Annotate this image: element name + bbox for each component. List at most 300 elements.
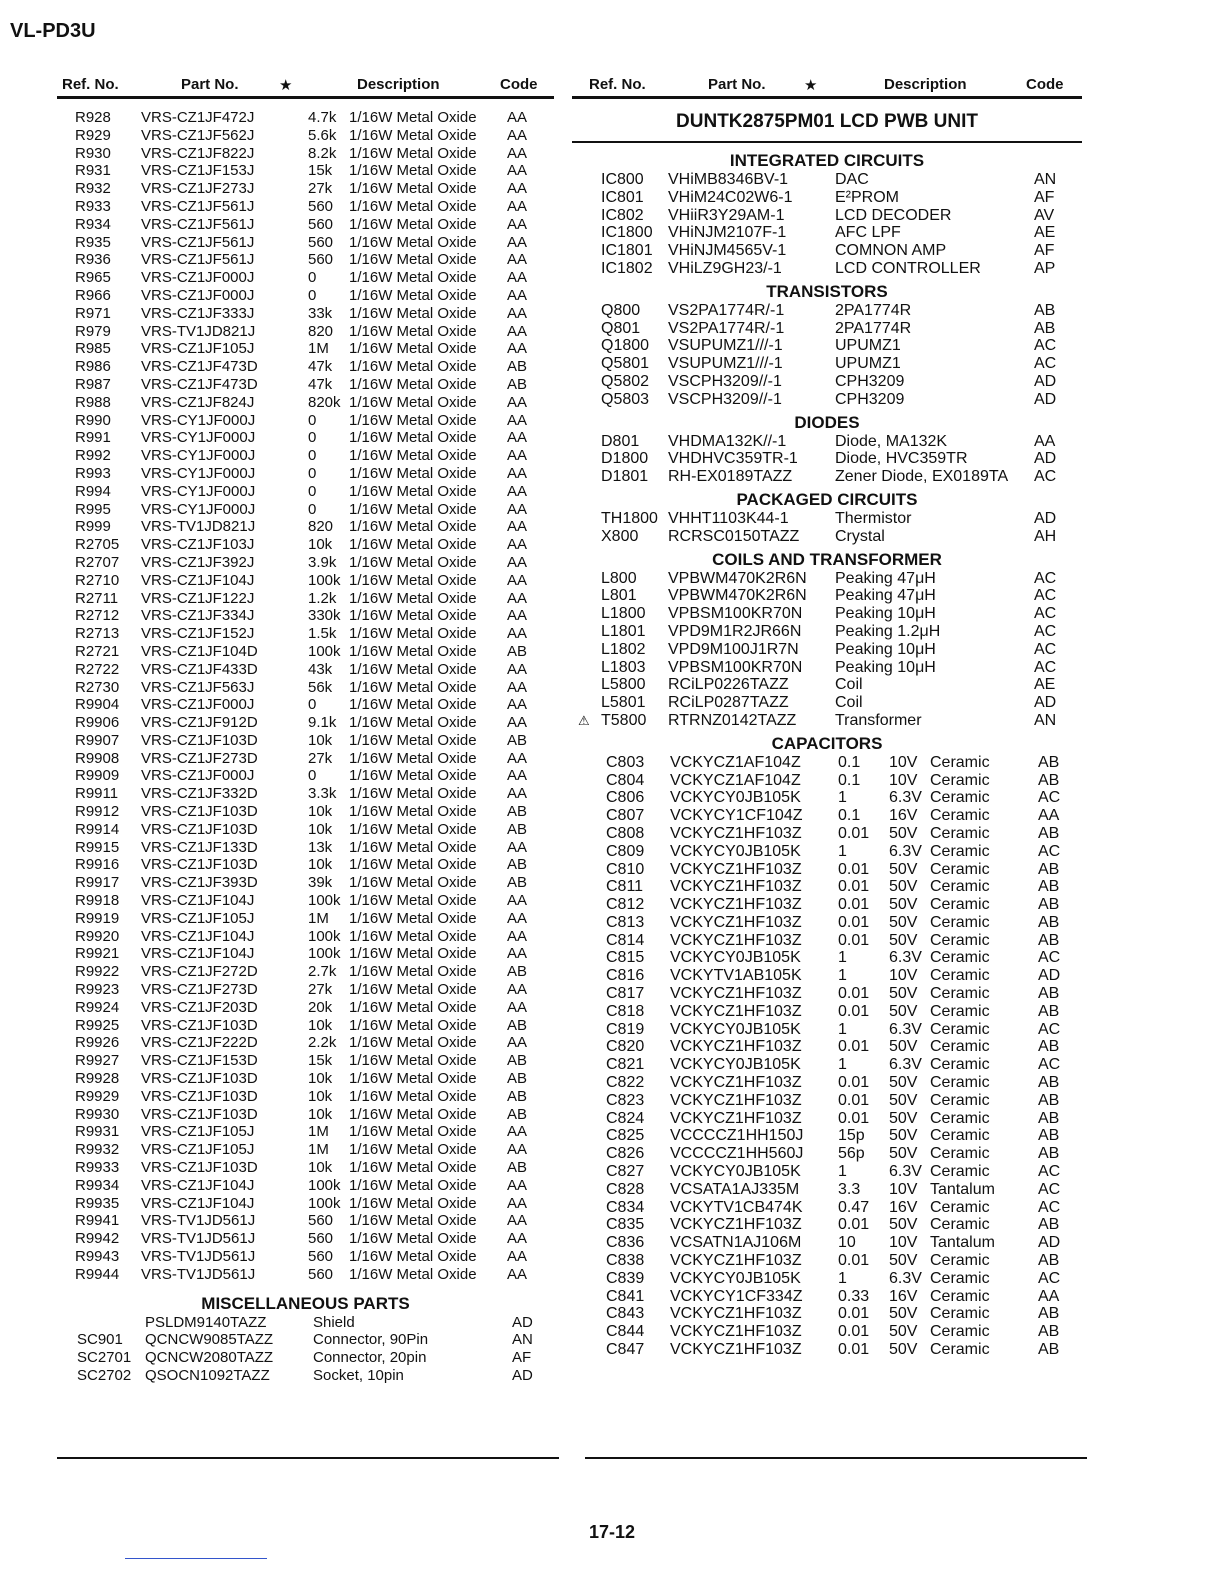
voltage: 10V: [889, 1180, 918, 1198]
value: 10k: [308, 536, 333, 554]
description: 1/16W Metal Oxide: [349, 820, 477, 838]
code: AB: [1038, 1305, 1060, 1323]
part-row: [57, 696, 554, 714]
voltage: 50V: [889, 1002, 918, 1020]
ref-no: C804: [606, 771, 645, 789]
code: AB: [1038, 931, 1060, 949]
code: AD: [1034, 694, 1057, 712]
value: 0: [308, 269, 317, 287]
part-row: [57, 269, 554, 287]
code: AA: [507, 571, 528, 589]
part-no: VRS-CZ1JF433D: [141, 660, 258, 678]
description: Ceramic: [930, 1145, 990, 1163]
value: 8.2k: [308, 144, 337, 162]
part-no: VRS-CY1JF000J: [141, 464, 256, 482]
left-column: [57, 72, 554, 1385]
part-row: [57, 518, 554, 536]
code: AC: [1034, 622, 1057, 640]
part-no: VHiMB8346BV-1: [668, 171, 789, 188]
ref-no: R9934: [75, 1176, 120, 1194]
code: AB: [1034, 301, 1056, 319]
description: AFC LPF: [835, 224, 901, 242]
voltage: 10V: [889, 771, 918, 789]
description: 1/16W Metal Oxide: [349, 536, 477, 554]
ref-no: R965: [75, 269, 111, 287]
part-no: VRS-CZ1JF103D: [141, 1159, 258, 1177]
part-no: RH-EX0189TAZZ: [668, 468, 793, 486]
part-row: [572, 772, 1082, 790]
desc-header: Description: [884, 76, 967, 93]
code: AA: [507, 251, 528, 269]
value: 820: [308, 518, 334, 536]
value: 0.01: [838, 1074, 870, 1092]
ref-no: C806: [606, 789, 645, 807]
value: 0.01: [838, 1252, 870, 1270]
part-no: VCKYCY0JB105K: [670, 1056, 801, 1074]
description: 1/16W Metal Oxide: [349, 927, 477, 945]
ref-no: Q801: [601, 319, 641, 337]
part-no: VRS-CZ1JF562J: [141, 126, 255, 144]
part-no: VCKYCZ1HF103Z: [670, 1091, 802, 1109]
description: 1/16W Metal Oxide: [349, 1230, 477, 1248]
value: 4.7k: [308, 109, 337, 126]
description: 1/16W Metal Oxide: [349, 642, 477, 660]
part-no: VCKYCZ1HF103Z: [670, 1252, 802, 1270]
part-row: [572, 641, 1082, 659]
ref-no: R2721: [75, 642, 120, 660]
part-no: VRS-CZ1JF333J: [141, 304, 255, 322]
code: AB: [507, 963, 528, 981]
code: AA: [507, 945, 528, 963]
part-no: VHDMA132K//-1: [668, 432, 787, 450]
ref-no: C813: [606, 913, 645, 931]
code: AB: [1038, 860, 1060, 878]
ref-no: R9930: [75, 1105, 120, 1123]
ref-no: Q5801: [601, 355, 650, 373]
description: 1/16W Metal Oxide: [349, 945, 477, 963]
ref-no: R2705: [75, 536, 120, 554]
voltage: 50V: [889, 1109, 918, 1127]
voltage: 6.3V: [889, 789, 922, 807]
value: 15k: [308, 162, 333, 180]
value: 9.1k: [308, 714, 337, 732]
code: AA: [1038, 807, 1060, 825]
ref-no: R9911: [75, 785, 119, 803]
part-row: [572, 878, 1082, 896]
part-no: VRS-CZ1JF153D: [141, 1052, 258, 1070]
value: 560: [308, 251, 334, 269]
description: Ceramic: [930, 753, 990, 771]
part-no: VPBWM470K2R6N: [668, 569, 807, 587]
description: Ceramic: [930, 1341, 990, 1359]
description: Ceramic: [930, 913, 990, 931]
part-row: [572, 1163, 1082, 1181]
ref-no: L800: [601, 569, 637, 587]
value: 1: [838, 1269, 847, 1287]
code: AA: [507, 304, 528, 322]
part-no: VRS-CZ1JF103D: [141, 1016, 258, 1034]
description: 1/16W Metal Oxide: [349, 998, 477, 1016]
part-no: VRS-CZ1JF561J: [141, 197, 255, 215]
description: 1/16W Metal Oxide: [349, 126, 477, 144]
part-no: VRS-CZ1JF105J: [141, 1123, 255, 1141]
code: AA: [507, 553, 528, 571]
code: AB: [1038, 985, 1060, 1003]
part-row: [57, 412, 554, 430]
code: AC: [1038, 949, 1061, 967]
code: AA: [507, 678, 528, 696]
description: 1/16W Metal Oxide: [349, 1052, 477, 1070]
code: AB: [1038, 1109, 1060, 1127]
part-row: [57, 162, 554, 180]
description: 1/16W Metal Oxide: [349, 1265, 477, 1283]
voltage: 50V: [889, 860, 918, 878]
description: Peaking 10μH: [835, 658, 936, 676]
right-parts-list: [572, 149, 1082, 1359]
value: 1: [838, 1020, 847, 1038]
description: Ceramic: [930, 1198, 990, 1216]
code: AB: [507, 803, 528, 821]
value: 560: [308, 197, 334, 215]
ref-no: C825: [606, 1127, 645, 1145]
code: AB: [507, 1087, 528, 1105]
description: 1/16W Metal Oxide: [349, 1070, 477, 1088]
description: Ceramic: [930, 824, 990, 842]
ref-no: C828: [606, 1180, 645, 1198]
part-no: VRS-CZ1JF822J: [141, 144, 255, 162]
code: AA: [507, 981, 528, 999]
code: AF: [1034, 188, 1055, 206]
ref-header: Ref. No.: [589, 76, 646, 93]
code: AD: [1038, 1234, 1061, 1252]
code: AA: [507, 109, 528, 126]
part-row: [572, 932, 1082, 950]
code: AF: [1034, 242, 1055, 260]
ref-no: L801: [601, 587, 637, 605]
left-bottom-rule: [57, 1457, 559, 1459]
part-row: [57, 465, 554, 483]
voltage: 50V: [889, 1323, 918, 1341]
value: 10k: [308, 1087, 333, 1105]
value: 0.01: [838, 1091, 870, 1109]
ref-no: R9904: [75, 696, 120, 714]
part-no: VCSATA1AJ335M: [670, 1180, 800, 1198]
ref-no: C827: [606, 1163, 645, 1181]
part-no: VRS-CZ1JF104J: [141, 1194, 255, 1212]
description: Ceramic: [930, 1305, 990, 1323]
value: 5.6k: [308, 126, 337, 144]
code: AB: [1038, 1091, 1060, 1109]
part-no: VRS-CZ1JF473D: [141, 375, 258, 393]
voltage: 50V: [889, 1305, 918, 1323]
value: 20k: [308, 998, 333, 1016]
part-row: [57, 767, 554, 785]
left-parts-list: [57, 109, 554, 1284]
part-no: VCKYCZ1HF103Z: [670, 1002, 802, 1020]
part-no: VCKYCY0JB105K: [670, 789, 801, 807]
ref-no: R9917: [75, 874, 120, 892]
description: E²PROM: [835, 188, 899, 206]
description: 1/16W Metal Oxide: [349, 215, 477, 233]
code: AC: [1038, 1198, 1061, 1216]
ref-no: R935: [75, 233, 111, 251]
part-row: [57, 1106, 554, 1124]
value: 0: [308, 286, 317, 304]
part-no: QCNCW9085TAZZ: [145, 1331, 274, 1349]
description: 1/16W Metal Oxide: [349, 1176, 477, 1194]
ref-no: IC800: [601, 171, 644, 188]
value: 560: [308, 1265, 334, 1283]
code: AC: [1034, 658, 1057, 676]
ref-no: C808: [606, 824, 645, 842]
code: AA: [507, 1176, 528, 1194]
ref-no: SC2702: [77, 1366, 132, 1384]
ref-no: C818: [606, 1002, 645, 1020]
part-no: VRS-CZ1JF563J: [141, 678, 255, 696]
code: AA: [507, 180, 528, 198]
code: AP: [1034, 259, 1056, 277]
value: 560: [308, 1230, 334, 1248]
part-row: [57, 625, 554, 643]
ref-no: C844: [606, 1323, 645, 1341]
left-header: [57, 72, 554, 99]
part-row: [572, 807, 1082, 825]
part-no: VCKYCY0JB105K: [670, 1163, 801, 1181]
misc-section-title: MISCELLANEOUS PARTS: [201, 1293, 410, 1313]
part-row: [572, 337, 1082, 355]
part-no: VRS-CZ1JF103D: [141, 1087, 258, 1105]
value: 560: [308, 1248, 334, 1265]
description: 1/16W Metal Oxide: [349, 447, 477, 465]
description: 1/16W Metal Oxide: [349, 1141, 477, 1159]
description: Connector, 20pin: [313, 1349, 427, 1367]
star-header: ★: [279, 77, 293, 94]
code: AD: [1034, 390, 1057, 408]
part-no: VCKYCZ1HF103Z: [670, 1038, 802, 1056]
code: AB: [507, 1070, 528, 1088]
part-no: VCKYCY0JB105K: [670, 1269, 801, 1287]
value: 3.9k: [308, 553, 337, 571]
description: 1/16W Metal Oxide: [349, 1105, 477, 1123]
part-row: [57, 1367, 554, 1385]
description: Transformer: [835, 711, 922, 729]
description: Coil: [835, 676, 863, 694]
part-row: [572, 570, 1082, 588]
ref-no: C847: [606, 1341, 645, 1359]
value: 100k: [308, 945, 341, 963]
description: 1/16W Metal Oxide: [349, 411, 477, 429]
value: 0.47: [838, 1198, 870, 1216]
part-no: VRS-TV1JD561J: [141, 1265, 256, 1283]
part-no: VCKYCZ1HF103Z: [670, 1305, 802, 1323]
part-row: [572, 712, 1082, 730]
ref-no: R9921: [75, 945, 120, 963]
part-row: [572, 373, 1082, 391]
code: AC: [1038, 1056, 1061, 1074]
value: 0.01: [838, 1109, 870, 1127]
value: 100k: [308, 1194, 341, 1212]
part-no: VRS-CZ1JF912D: [141, 714, 258, 732]
part-no: VRS-CZ1JF222D: [141, 1034, 258, 1052]
value: 43k: [308, 660, 333, 678]
value: 0.1: [838, 771, 861, 789]
ref-no: R931: [75, 162, 111, 180]
value: 100k: [308, 1176, 341, 1194]
ref-no: R9907: [75, 731, 120, 749]
ref-no: C823: [606, 1091, 645, 1109]
part-no: VRS-CZ1JF273D: [141, 981, 258, 999]
description: Thermistor: [835, 509, 912, 527]
code: AC: [1038, 1163, 1061, 1181]
voltage: 6.3V: [889, 1163, 922, 1181]
value: 10k: [308, 1159, 333, 1177]
ref-no: R9931: [75, 1123, 120, 1141]
part-row: [572, 985, 1082, 1003]
part-no: VRS-CZ1JF000J: [141, 767, 255, 785]
description: 1/16W Metal Oxide: [349, 251, 477, 269]
code: AB: [1038, 1341, 1060, 1359]
description: Ceramic: [930, 1127, 990, 1145]
value: 2.7k: [308, 963, 337, 981]
part-row: [57, 1266, 554, 1284]
ref-no: R933: [75, 197, 111, 215]
description: Ceramic: [930, 860, 990, 878]
code: AA: [507, 625, 528, 643]
ref-no: T5800: [601, 711, 647, 729]
part-row: [572, 302, 1082, 320]
part-row: [57, 910, 554, 928]
part-row: [572, 1305, 1082, 1323]
description: 1/16W Metal Oxide: [349, 358, 477, 376]
part-no: VRS-CY1JF000J: [141, 411, 256, 429]
ref-no: C817: [606, 985, 645, 1003]
value: 1M: [308, 1123, 329, 1141]
code: AA: [507, 518, 528, 536]
description: 1/16W Metal Oxide: [349, 393, 477, 411]
part-row: [57, 305, 554, 323]
value: 10k: [308, 1016, 333, 1034]
description: 1/16W Metal Oxide: [349, 767, 477, 785]
part-no: VRS-CZ1JF153J: [141, 162, 255, 180]
part-row: [57, 1034, 554, 1052]
part-no: PSLDM9140TAZZ: [145, 1313, 267, 1331]
part-row: [57, 216, 554, 234]
value: 0: [308, 447, 317, 465]
part-no: VPBSM100KR70N: [668, 605, 803, 623]
part-row: [57, 1212, 554, 1230]
section-title: COILS AND TRANSFORMER: [712, 549, 942, 569]
part-no: VCKYCY0JB105K: [670, 842, 801, 860]
part-row: [57, 234, 554, 252]
ref-no: R9943: [75, 1248, 120, 1265]
description: Ceramic: [930, 985, 990, 1003]
part-no: VS2PA1774R/-1: [668, 319, 785, 337]
ref-no: R9929: [75, 1087, 120, 1105]
part-row: [57, 501, 554, 519]
ref-header: Ref. No.: [62, 76, 119, 93]
part-row: [572, 623, 1082, 641]
code: AC: [1034, 569, 1057, 587]
description: Ceramic: [930, 1252, 990, 1270]
description: 1/16W Metal Oxide: [349, 1034, 477, 1052]
description: 1/16W Metal Oxide: [349, 322, 477, 340]
code: AN: [1034, 171, 1057, 188]
ref-no: R9941: [75, 1212, 120, 1230]
part-row: [57, 536, 554, 554]
ref-no: C822: [606, 1074, 645, 1092]
code: AA: [507, 838, 528, 856]
ref-no: R994: [75, 482, 111, 500]
part-row: [57, 892, 554, 910]
voltage: 50V: [889, 1252, 918, 1270]
code: AB: [507, 856, 528, 874]
code: AA: [507, 785, 528, 803]
value: 10k: [308, 856, 333, 874]
value: 1: [838, 1163, 847, 1181]
description: Tantalum: [930, 1234, 995, 1252]
ref-no: Q800: [601, 301, 641, 319]
part-row: [572, 320, 1082, 338]
part-no: RCRSC0150TAZZ: [668, 527, 800, 545]
description: 1/16W Metal Oxide: [349, 856, 477, 874]
description: 1/16W Metal Oxide: [349, 696, 477, 714]
ref-no: C812: [606, 896, 645, 914]
ref-no: SC901: [77, 1331, 123, 1349]
part-row: [572, 1341, 1082, 1359]
value: 100k: [308, 892, 341, 910]
voltage: 10V: [889, 967, 918, 985]
code: AA: [507, 1194, 528, 1212]
part-row: [57, 358, 554, 376]
part-no: VRS-CZ1JF103D: [141, 1070, 258, 1088]
part-row: [57, 856, 554, 874]
model-title: VL-PD3U: [10, 20, 96, 42]
description: Tantalum: [930, 1180, 995, 1198]
code: AC: [1038, 1269, 1061, 1287]
part-no: VCKYCZ1HF103Z: [670, 913, 802, 931]
part-row: [57, 1070, 554, 1088]
code: AB: [507, 1052, 528, 1070]
voltage: 6.3V: [889, 1056, 922, 1074]
code: AN: [1034, 711, 1057, 729]
description: 1/16W Metal Oxide: [349, 482, 477, 500]
ref-no: R9944: [75, 1265, 120, 1283]
part-no: VRS-CY1JF000J: [141, 482, 256, 500]
ref-no: R9922: [75, 963, 120, 981]
code: AB: [1038, 1002, 1060, 1020]
value: 0.01: [838, 913, 870, 931]
part-no: VCKYTV1AB105K: [670, 967, 802, 985]
part-no: VRS-CZ1JF103D: [141, 820, 258, 838]
part-no: VRS-CZ1JF273J: [141, 180, 255, 198]
value: 10k: [308, 1105, 333, 1123]
ref-no: R936: [75, 251, 111, 269]
voltage: 6.3V: [889, 949, 922, 967]
ref-no: R929: [75, 126, 111, 144]
description: Peaking 10μH: [835, 605, 936, 623]
value: 39k: [308, 874, 333, 892]
section-title: INTEGRATED CIRCUITS: [729, 151, 925, 170]
part-row: [57, 340, 554, 358]
part-no: VHiLZ9GH23/-1: [668, 259, 782, 277]
code: AA: [507, 927, 528, 945]
part-row: [57, 198, 554, 216]
code: AA: [1034, 432, 1056, 450]
value: 0.01: [838, 1002, 870, 1020]
code: AA: [507, 126, 528, 144]
value: 1: [838, 949, 847, 967]
part-row: [57, 180, 554, 198]
